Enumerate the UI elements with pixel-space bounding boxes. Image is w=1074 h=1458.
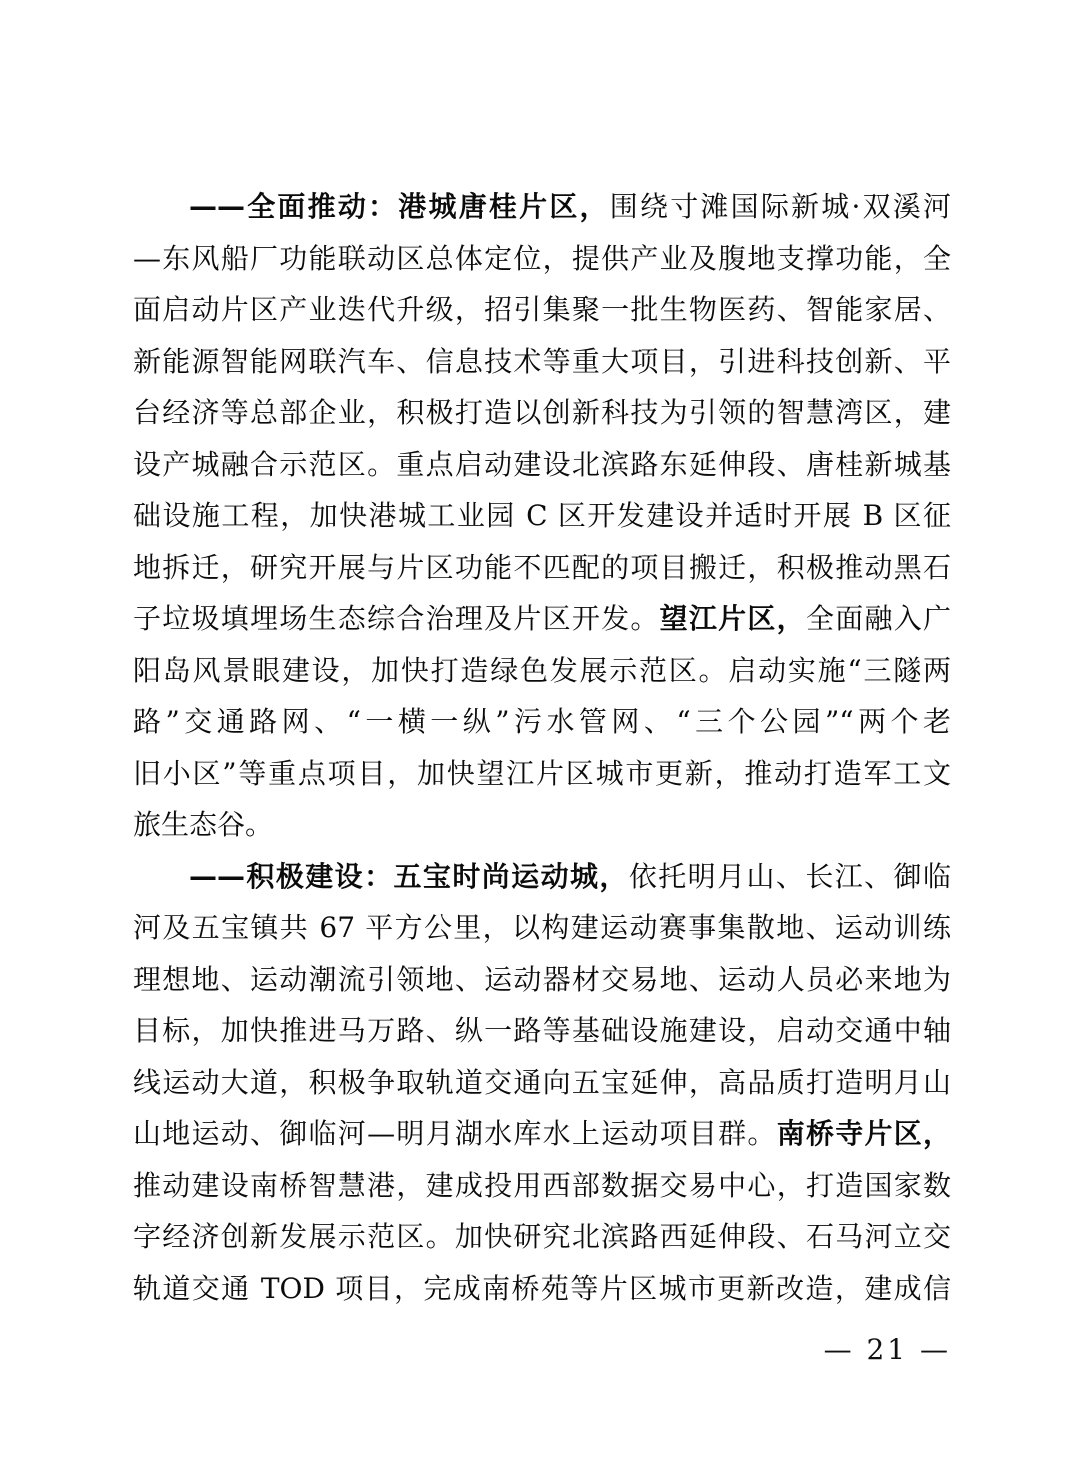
emphasis-run: 南桥寺片区， bbox=[776, 1117, 951, 1150]
text-run: 台经济等总部企业，积极打造以创新科技为引领的智慧湾区，建 bbox=[133, 396, 951, 429]
page-number: — 21 — bbox=[823, 1333, 951, 1366]
text-run: 地拆迁，研究开展与片区功能不匹配的项目搬迁，积极推动黑石 bbox=[133, 550, 951, 584]
text-run: 子垃圾填埋场生态综合治理及片区开发。 bbox=[133, 602, 660, 635]
text-run: 线运动大道，积极争取轨道交通向五宝延伸，高品质打造明月山 bbox=[133, 1065, 951, 1099]
text-run: 新能源智能网联汽车、信息技术等重大项目，引进科技创新、平 bbox=[133, 344, 951, 378]
text-line bbox=[133, 851, 951, 903]
text-line bbox=[133, 439, 951, 491]
text-run: 目标，加快推进马万路、纵一路等基础设施建设，启动交通中轴 bbox=[133, 1014, 951, 1047]
text-run: 础设施工程，加快港城工业园 C 区开发建设并适时开展 B 区征 bbox=[133, 499, 951, 532]
text-run: 字经济创新发展示范区。加快研究北滨路西延伸段、石马河立交 bbox=[133, 1220, 951, 1253]
text-run: 围绕寸滩国际新城·双溪河 bbox=[609, 190, 951, 223]
text-line bbox=[133, 1005, 951, 1057]
text-line bbox=[133, 1108, 951, 1160]
text-line bbox=[133, 1057, 951, 1109]
text-block bbox=[133, 181, 951, 1314]
text-line bbox=[133, 1263, 951, 1315]
text-line bbox=[133, 1211, 951, 1263]
text-line bbox=[133, 542, 951, 594]
text-run: 全面融入广 bbox=[805, 602, 951, 635]
text-line bbox=[133, 490, 951, 542]
text-run: 旅生态谷。 bbox=[133, 808, 274, 841]
text-run: 依托明月山、长江、御临 bbox=[628, 859, 951, 893]
text-run: 阳岛风景眼建设，加快打造绿色发展示范区。启动实施“三隧两 bbox=[133, 653, 951, 687]
emphasis-run: 港城唐桂片区， bbox=[398, 190, 610, 223]
text-line bbox=[133, 954, 951, 1006]
text-line bbox=[133, 748, 951, 800]
text-run: 理想地、运动潮流引领地、运动器材交易地、运动人员必来地为 bbox=[133, 962, 951, 996]
text-line bbox=[133, 181, 951, 233]
text-run: 旧小区”等重点项目，加快望江片区城市更新，推动打造军工文 bbox=[133, 756, 951, 790]
text-run: 面启动片区产业迭代升级，招引集聚一批生物医药、智能家居、 bbox=[133, 293, 951, 326]
emphasis-run: 望江片区， bbox=[659, 602, 806, 635]
text-run: 轨道交通 TOD 项目，完成南桥苑等片区城市更新改造，建成信 bbox=[133, 1271, 951, 1305]
text-run: 推动建设南桥智慧港，建成投用西部数据交易中心，打造国家数 bbox=[133, 1168, 951, 1202]
text-line bbox=[133, 645, 951, 697]
text-line bbox=[133, 387, 951, 439]
text-run: —东风船厂功能联动区总体定位，提供产业及腹地支撑功能，全 bbox=[133, 241, 951, 275]
dash-heading-run: ——全面推动： bbox=[189, 190, 399, 223]
dash-heading-run: ——积极建设： bbox=[189, 859, 394, 893]
text-run: 河及五宝镇共 67 平方公里，以构建运动赛事集散地、运动训练 bbox=[133, 911, 951, 944]
text-run: 山地运动、御临河—明月湖水库水上运动项目群。 bbox=[133, 1117, 777, 1150]
text-run: 设产城融合示范区。重点启动建设北滨路东延伸段、唐桂新城基 bbox=[133, 447, 951, 481]
emphasis-run: 五宝时尚运动城， bbox=[393, 859, 629, 893]
text-line bbox=[133, 233, 951, 285]
text-line bbox=[133, 336, 951, 388]
text-line bbox=[133, 284, 951, 336]
text-line bbox=[133, 593, 951, 645]
text-line bbox=[133, 799, 951, 851]
text-line bbox=[133, 902, 951, 954]
text-line bbox=[133, 1160, 951, 1212]
page-footer bbox=[133, 1333, 951, 1367]
text-run: 路”交通路网、“一横一纵”污水管网、“三个公园”“两个老 bbox=[133, 705, 951, 738]
text-line bbox=[133, 696, 951, 748]
